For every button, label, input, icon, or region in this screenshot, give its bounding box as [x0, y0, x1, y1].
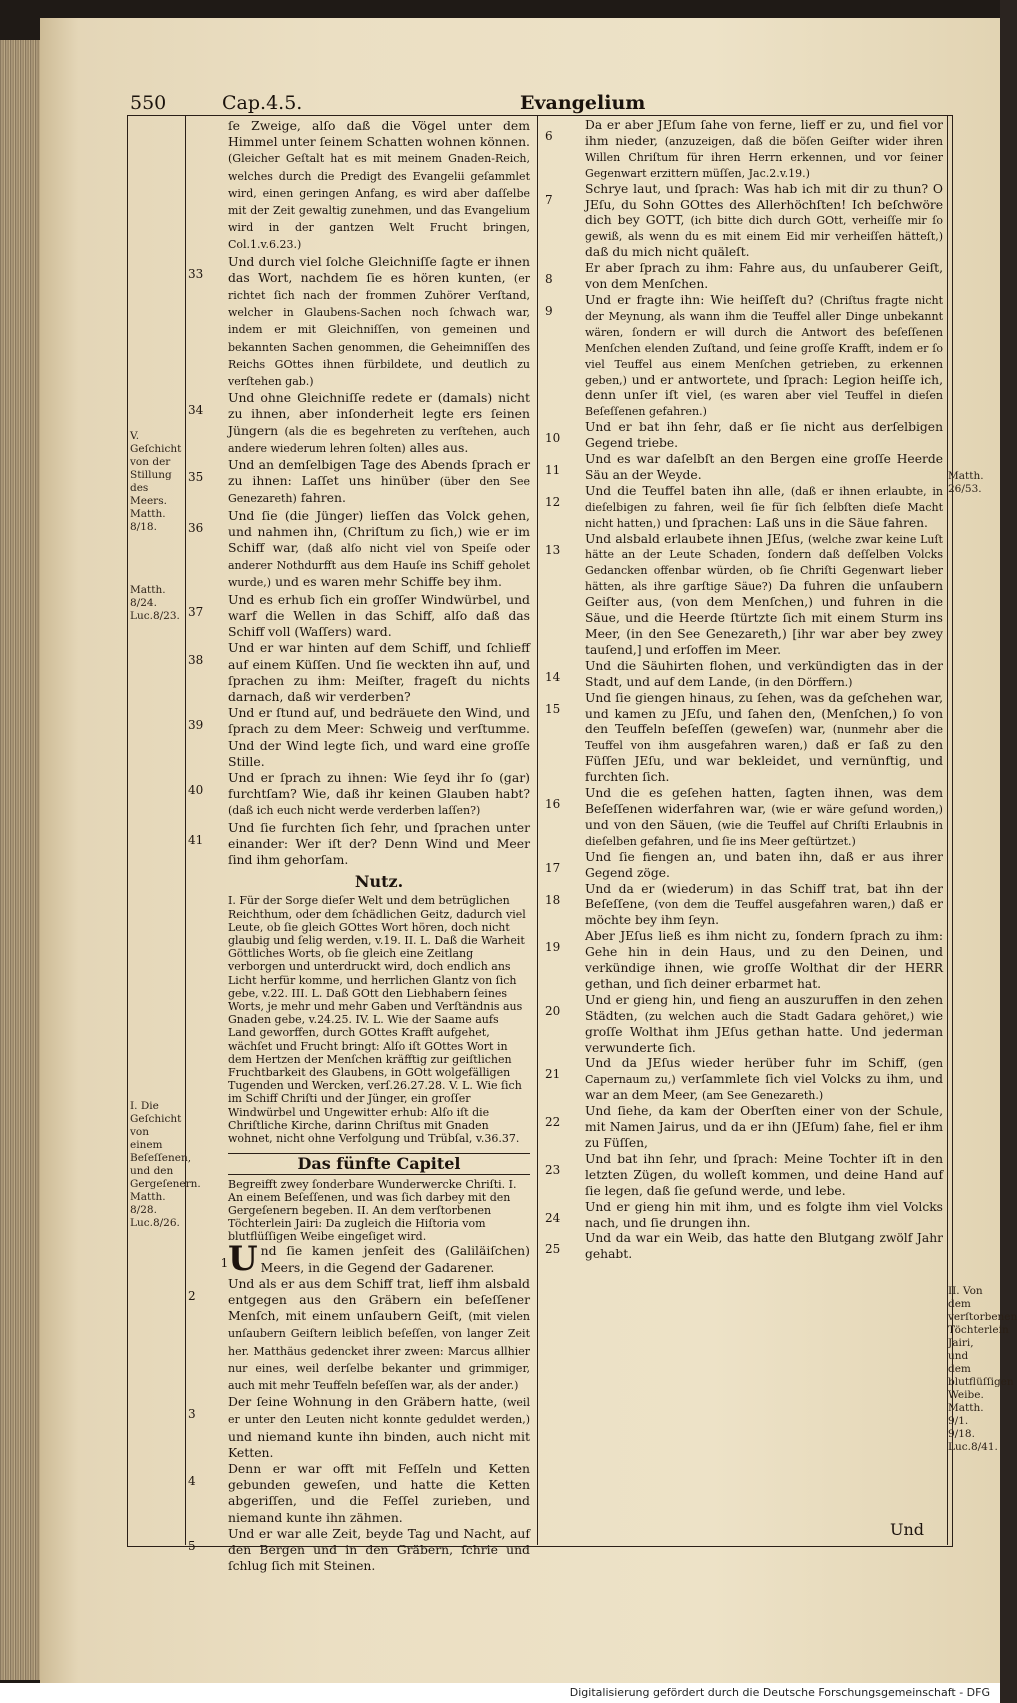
verse-number: 13: [545, 542, 561, 557]
catchword: Und: [890, 1520, 925, 1539]
verse-text: Und als er aus dem Schiff trat, lieff ihm alsbald entgegen aus den Gräbern ein beſeſſener Menſch, mit einem unſaubern Geiſt,: [228, 1275, 530, 1324]
verse-text: Und da JEſus wieder herüber fuhr im Schiff,: [585, 1056, 908, 1071]
verse-number: 33: [188, 266, 204, 281]
column-rule-left: [185, 115, 186, 1545]
footer-credit: Digitalisierung gefördert durch die Deutsche Forschungsgemeinschaft - DFG: [569, 1686, 990, 1699]
verse-text: ſe Zweige, alſo daß die Vögel unter dem Himmel unter ſeinem Schatten wohnen können.: [228, 118, 530, 150]
verse-gloss: (als die es begehreten zu verſtehen, auch andere wiederum lehren ſolten): [228, 424, 530, 455]
verse-gloss: (Gleicher Geſtalt hat es mit meinem Gnaden-Reich, welches durch die Predigt des Evangelii geſammlet wird, einen geringen Anfang, es wird aber daſſelbe mit der Zeit gewaltig zunehmen, und das Evangelium wird in der gantzen Welt Frucht bringen, Col.1.v.6.23.): [228, 152, 530, 252]
verse-text: Und durch viel ſolche Gleichniſſe ſagte er ihnen das Wort, nachdem ſie es hören kunten,: [228, 253, 530, 285]
verse-text: Schrye laut, und ſprach: Was hab ich mit dir zu thun? O JEſu, du Sohn GOttes des Allerhöchſten! Ich beſchwöre dich bey GOTT,: [585, 181, 943, 228]
verse-number: 40: [188, 782, 204, 797]
verse: [188, 390, 530, 457]
verse: [545, 881, 943, 930]
verse-gloss: (welche zwar keine Luſt hätte an der Leute Schaden, ſondern daß deſſelben Volcks Gedancken offenbar würden, ob ſie Chriſti Gegenwart lieber hätten, als ihre garſtige Säue?): [585, 532, 943, 594]
page-number: 550: [130, 92, 167, 114]
verse: [545, 118, 943, 182]
verse-number: 19: [545, 940, 561, 955]
verse-number: 7: [545, 192, 553, 207]
verse-number: 17: [545, 860, 561, 875]
verse-text: Und es war daſelbſt an den Bergen eine groſſe Heerde Säu an der Weyde.: [585, 452, 943, 482]
verse-gloss: (daß ich euch nicht werde verderben laſſen?): [228, 804, 481, 818]
verse-number: 2: [188, 1288, 196, 1303]
verse-text: Und er war hinten auf dem Schiff, und ſchlieff auf einem Küſſen. Und ſie weckten ihn auf, und ſprachen zu ihm: Meiſter, frageſt du nichts darnach, daß wir verderben?: [228, 640, 530, 704]
verse: [545, 1104, 943, 1152]
verse-text: Aber JEſus ließ es ihm nicht zu, ſondern ſprach zu ihm: Gehe hin in dein Haus, und zu den Deinen, und verkündige ihnen, wie groſſe Wolthat dir der HERR gethan, und ſich deiner erbarmet hat.: [585, 929, 943, 991]
footer-bar: [0, 1683, 1000, 1703]
margin-note-ii: II. Von dem verſtorbenen Töchterlein Jairi, und dem blutflüſſigen Weibe. Matth. 9/1. 9/18. Luc.8/41.: [948, 1285, 1017, 1453]
verse-number: 18: [545, 892, 561, 907]
verse-number: 24: [545, 1210, 561, 1225]
verse-text: Und es erhub ſich ein groſſer Windwürbel, und warf die Wellen in das Schiff, alſo daß das Schiff voll (Waſſers) ward.: [228, 591, 530, 640]
verse-text: daß du mich nicht quäleſt.: [585, 245, 750, 260]
verse-number: 6: [545, 129, 553, 143]
verse-text: Und er bat ihn ſehr, daß er ſie nicht aus derſelbigen Gegend triebe.: [585, 420, 943, 451]
verse-text: Und da er (wiederum) in das Schiff trat, bat ihn der Beſeſſene,: [585, 881, 943, 912]
verse: [545, 261, 943, 293]
verse-text: verſammlete ſich viel Volcks zu ihm, und war an dem Meer,: [585, 1072, 943, 1103]
verse-text: daß er ſaß zu den Füſſen JEſu, und war bekleidet, und vernünftig, und furchten ſich.: [585, 738, 943, 785]
verse: [188, 769, 530, 820]
verse-text: wie groſſe Wolthat ihm JEſus gethan hatte. Und jederman verwunderte ſich.: [585, 1008, 943, 1055]
margin-note-ref2: Matth. 26/53.: [948, 470, 984, 495]
verse-text: Und die Säuhirten flohen, und verkündigten das in der Stadt, und auf dem Lande,: [585, 658, 943, 689]
verse-gloss: (daß er ihnen erlaubte, in dieſelbigen zu fahren, weil ſie für ſich ſelbſten dieſe Macht nicht hatten,): [585, 484, 943, 530]
verse-gloss: (Chriſtus fragte nicht der Meynung, als wann ihm die Teuffel aller Dinge unbekannt wären, ſondern er will durch die Antwort des beſeſſenen Menſchen elenden Zuſtand, und ſeine groſſe Krafft, indem er ſo viel Teuffel aus einem Menſchen getrieben, zu erkennen geben,): [585, 293, 943, 387]
verse-text: Und ohne Gleichniſſe redete er (damals) nicht zu ihnen, aber inſonderheit legte ers ſeinen Jüngern: [228, 390, 530, 438]
verse-text: Und die es geſehen hatten, ſagten ihnen, was dem Beſeſſenen widerfahren war,: [585, 786, 943, 816]
verse-number: 22: [545, 1115, 561, 1130]
verse: [545, 690, 943, 786]
verse: [545, 658, 943, 691]
verse-text: Er aber ſprach zu ihm: Fahre aus, du unſauberer Geiſt, von dem Menſchen.: [585, 261, 943, 292]
margin-note-ref1: Matth. 8/24. Luc.8/23.: [130, 584, 180, 622]
verse: [188, 1394, 530, 1461]
verse-text: Und bat ihn ſehr, und ſprach: Meine Tochter iſt in den letzten Zügen, du wolleſt kommen, und deine Hand auf ſie legen, daß ſie geſund werde, und lebe.: [585, 1151, 943, 1198]
verse-text: Und er ſprach zu ihnen: Wie ſeyd ihr ſo (gar) furchtſam? Wie, daß ihr keinen Glauben habt?: [228, 769, 530, 802]
verse-text: Der ſeine Wohnung in den Gräbern hatte,: [228, 1394, 498, 1410]
left-verse-list: [188, 118, 530, 868]
verse-number: 10: [545, 431, 561, 446]
verse: [545, 1056, 943, 1104]
verse-text: alles aus.: [409, 439, 469, 455]
verse-text: Und ſie furchten ſich ſehr, und ſprachen unter einander: Wer iſt der? Denn Wind und Meer ſind ihm gehorſam.: [228, 819, 530, 867]
verse: [545, 992, 943, 1057]
verse-gloss: (daß alſo nicht viel von Speiſe oder anderer Nothdurfft aus dem Hauſe ins Schiff geholet wurde,): [228, 542, 530, 590]
verse: [188, 705, 530, 770]
verse-gloss: (es waren aber viel Teuffel in dieſen Beſeſſenen gefahren.): [585, 389, 943, 419]
verse-text: und von den Säuen,: [585, 817, 713, 832]
verse: [188, 591, 530, 641]
verse-text: nd ſie kamen jenſeit des (Galiläiſchen) Meers, in die Gegend der Gadarener.: [260, 1243, 530, 1275]
nutz-text: I. Für der Sorge dieſer Welt und dem betrüglichen Reichthum, oder dem ſchädlichen Geitz, dadurch viel Leute, ob ſie gleich GOttes Wort hören, doch nicht glaubig und ſelig werden, v.19. II. L. Daß die Warheit Göttliches Worts, ob ſie gleich eine Zeitlang verborgen und unterdruckt wird, doch endlich ans Licht herfür komme, und herrlichen Glantz von ſich gebe, v.22. III. L. Daß GOtt den Liebhabern ſeines Worts, je mehr und mehr Gaben und Verſtändnis aus Gnaden gebe, v.24.25. IV. L. Wie der Saame aufs Land geworffen, durch GOttes Krafft aufgehet, wächſet und Frucht bringt: Alſo iſt GOttes Wort in dem Hertzen der Menſchen kräfftig zur geiſtlichen Fruchtbarkeit des Glaubens, in GOtt wolgefälligen Tugenden und Wercken, verſ.26.27.28. V. L. Wie ſich im Schiff Chriſti und der Jünger, ein groſſer Windwürbel und Ungewitter erhub: Alſo iſt die Chriſtliche Kirche, darinn Chriſtus mit Gnaden wohnet, nicht ohne Verfolgung und Trübſal, v.36.37.: [228, 894, 526, 1145]
verse-number: 38: [188, 653, 204, 668]
verse-text: Und ſie (die Jünger) lieſſen das Volck gehen, und nahmen ihn, (Chriſtum zu ſich,) wie er im Schiff war,: [228, 507, 530, 556]
verse-text: fahren.: [300, 490, 346, 506]
verse-text: und es waren mehr Schiffe bey ihm.: [275, 574, 502, 590]
verse-text: Denn er war offt mit Feſſeln und Ketten gebunden geweſen, und hatte die Ketten abgeriſſen, und die Feſſel zurieben, und niemand kunte ihn zähmen.: [228, 1461, 530, 1525]
verse-gloss: (wie die Teuffel auf Chriſti Erlaubnis in dieſelben gefahren, und ſie ins Meer geſtürtzet.): [585, 818, 943, 848]
verse: [545, 420, 943, 452]
verse: [220, 1239, 530, 1280]
verse: [545, 531, 943, 659]
verse-number: 39: [188, 718, 204, 733]
verse-gloss: (ich bitte dich durch GOtt, verheiſſe mir ſo gewiß, als wenn du es mit einem Eid mir verheiſſen hätteſt,): [585, 214, 943, 244]
verse-text: Und er gieng hin, und fieng an auszuruffen in den zehen Städten,: [585, 992, 943, 1023]
verse-gloss: (wie er wäre geſund worden,): [771, 802, 943, 816]
verse-number: 1: [220, 1256, 229, 1271]
nutz-title: Nutz.: [354, 872, 404, 892]
verse-number: 12: [545, 494, 561, 509]
verse-gloss: (anzuzeigen, daß die böſen Geiſter wider ihren Willen Chriſtum für ihren Herrn erkennen, und vor ſeiner Gegenwart erzittern müſſen, Jac.2.v.19.): [585, 134, 943, 180]
verse-gloss: (mit vielen unſaubern Geiſtern leiblich beſeſſen, von langer Zeit her. Matthäus gedencket ihrer zween: Marcus allhier nur eines, weil derſelbe bekanter und grimmiger, auch mit mehr Teuffeln beſeſſen war, als der ander.): [228, 1310, 531, 1393]
verse-text: Und er war alle Zeit, beyde Tag und Nacht, auf den Bergen und in den Gräbern, ſchrie und ſchlug ſich mit Steinen.: [228, 1525, 530, 1574]
verse-gloss: (am See Genezareth.): [702, 1089, 824, 1103]
verse-text: daß er möchte bey ihm ſeyn.: [585, 897, 943, 928]
verse: [545, 1151, 943, 1200]
verse: [545, 786, 943, 850]
verse-text: und er antwortete, und ſprach: Legion heiſſe ich, denn unſer iſt viel,: [585, 372, 943, 403]
chapter-head: Cap.4.5.: [222, 92, 303, 114]
left-column: [188, 118, 531, 1574]
verse-text: Und er fragte ihn: Wie heiſſeſt du?: [585, 292, 814, 307]
chapter-summary: Begreifft zwey ſonderbare Wunderwercke Chriſti. I. An einem Beſeſſenen, und was ſich darbey mit den Gergeſenern begeben. II. An dem verſtorbenen Töchterlein Jairi: Da zugleich die Hiſtoria vom blutflüſſigen Weibe eingeſiget wird.: [228, 1178, 517, 1244]
verse-gloss: (zu welchen auch die Stadt Gadara gehöret,): [644, 1009, 915, 1023]
verse-text: Und er ſtund auf, und bedräuete den Wind, und ſprach zu dem Meer: Schweig und verſtumme. Und der Wind legte ſich, und ward eine groſſe Stille.: [228, 705, 530, 769]
verse-text: Und er gieng hin mit ihm, und es folgte ihm viel Volcks nach, und ſie drungen ihn.: [585, 1199, 943, 1230]
right-column: [545, 118, 943, 1263]
verse: [188, 819, 530, 869]
margin-note-i: I. Die Geſchicht von einem Beſeſſenen, und den Gergeſenern. Matth. 8/28. Luc.8/26.: [130, 1100, 201, 1229]
verse-number: 11: [545, 463, 561, 478]
verse: [228, 118, 530, 254]
margin-note-v: V. Geſchicht von der Stillung des Meers. Matth. 8/18.: [130, 430, 182, 533]
chapter-title: Das fünfte Capitel: [228, 1153, 530, 1175]
verse-text: Da er aber JEſum ſahe von ferne, lieff er zu, und fiel vor ihm nieder,: [585, 118, 943, 148]
verse: [545, 849, 943, 882]
verse-text: Und an demſelbigen Tage des Abends ſprach er zu ihnen: Laſſet uns hinüber: [228, 457, 530, 489]
verse-number: 25: [545, 1242, 561, 1257]
verse-number: 35: [188, 470, 204, 485]
running-title: Evangelium: [520, 92, 646, 114]
verse: [188, 507, 530, 592]
verse-gloss: (gen Capernaum zu,): [585, 1057, 943, 1087]
verse-number: 8: [545, 272, 553, 287]
verse-number: 20: [545, 1003, 561, 1018]
right-verse-list: [545, 118, 943, 1263]
verse-number: 15: [545, 701, 561, 716]
drop-capital: U: [228, 1239, 258, 1280]
verse-text: Und ſiehe, da kam der Oberſten einer von der Schule, mit Namen Jairus, und da er ihn (JEſum) ſahe, fiel er ihm zu Füſſen,: [585, 1104, 943, 1150]
verse: [188, 1275, 531, 1394]
verse-number: 34: [188, 403, 204, 418]
verse: [188, 640, 530, 705]
verse: [545, 292, 943, 420]
verse-number: 4: [188, 1474, 196, 1489]
verse: [545, 181, 943, 262]
verse-text: Und alsbald erlaubete ihnen JEſus,: [585, 531, 804, 546]
verse-text: Und die Teuffel baten ihn alle,: [585, 483, 785, 498]
verse-text: Und ſie fiengen an, und baten ihn, daß er aus ihrer Gegend zöge.: [585, 849, 943, 880]
verse-number: 9: [545, 303, 553, 318]
verse: [545, 1231, 943, 1263]
verse: [188, 253, 530, 391]
verse-text: und ſprachen: Laß uns in die Säue fahren.: [664, 515, 928, 530]
verse: [188, 457, 530, 508]
verse-gloss: (in den Dörffern.): [754, 675, 853, 689]
verse-text: und niemand kunte ihn binden, auch nicht mit Ketten.: [228, 1428, 530, 1460]
verse: [188, 1525, 530, 1575]
verse-number: 41: [188, 832, 204, 847]
verse-number: 23: [545, 1162, 561, 1177]
verse-number: 3: [188, 1407, 196, 1422]
verse-number: 16: [545, 797, 561, 812]
verse: [545, 1199, 943, 1232]
verse: [188, 1461, 530, 1526]
verse-number: 5: [188, 1538, 196, 1553]
verse-gloss: (er richtet ſich nach der frommen Zuhörer Verſtand, welcher in Glaubens-Sachen noch ſchwach war, indem er mit Gleichniſſen, von gemeinen und bekannten Sachen genommen, die Geheimniſſen des Reichs GOttes ihnen fürbildete, und deutlich zu verſtehen gab.): [228, 271, 530, 389]
verse-gloss: (von dem die Teuffel ausgefahren waren,): [654, 898, 896, 912]
verse-gloss: (weil er unter den Leuten nicht konnte geduldet werden,): [228, 1396, 530, 1427]
verse-gloss: (nunmehr aber die Teuffel von ihm ausgefahren waren,): [585, 723, 943, 753]
verse-number: 14: [545, 669, 561, 684]
verse: [545, 929, 943, 993]
verse-gloss: (über den See Genezareth): [228, 475, 530, 506]
verse-text: Und da war ein Weib, das hatte den Blutgang zwölf Jahr gehabt.: [585, 1231, 943, 1262]
verse: [545, 452, 943, 484]
left-verse-list-ch5: [188, 1239, 531, 1574]
column-rule-center: [537, 115, 538, 1545]
verse-number: 21: [545, 1067, 561, 1082]
verse-text: Und ſie giengen hinaus, zu ſehen, was da geſchehen war, und kamen zu JEſu, und ſahen den, (Menſchen,) ſo von den Teuffeln beſeſſen (geweſen) war,: [585, 690, 943, 737]
verse: [545, 483, 943, 532]
verse-text: Da fuhren die unſaubern Geiſter aus, (von dem Menſchen,) und fuhren in die Säue, und die Heerde ſtürtzte ſich mit einem Sturm ins Meer, (in den See Genezareth,) [ihr war aber bey zwey tauſend,] und erſoffen im Meer.: [585, 579, 943, 657]
verse-number: 37: [188, 604, 204, 619]
verse-number: 36: [188, 520, 204, 535]
